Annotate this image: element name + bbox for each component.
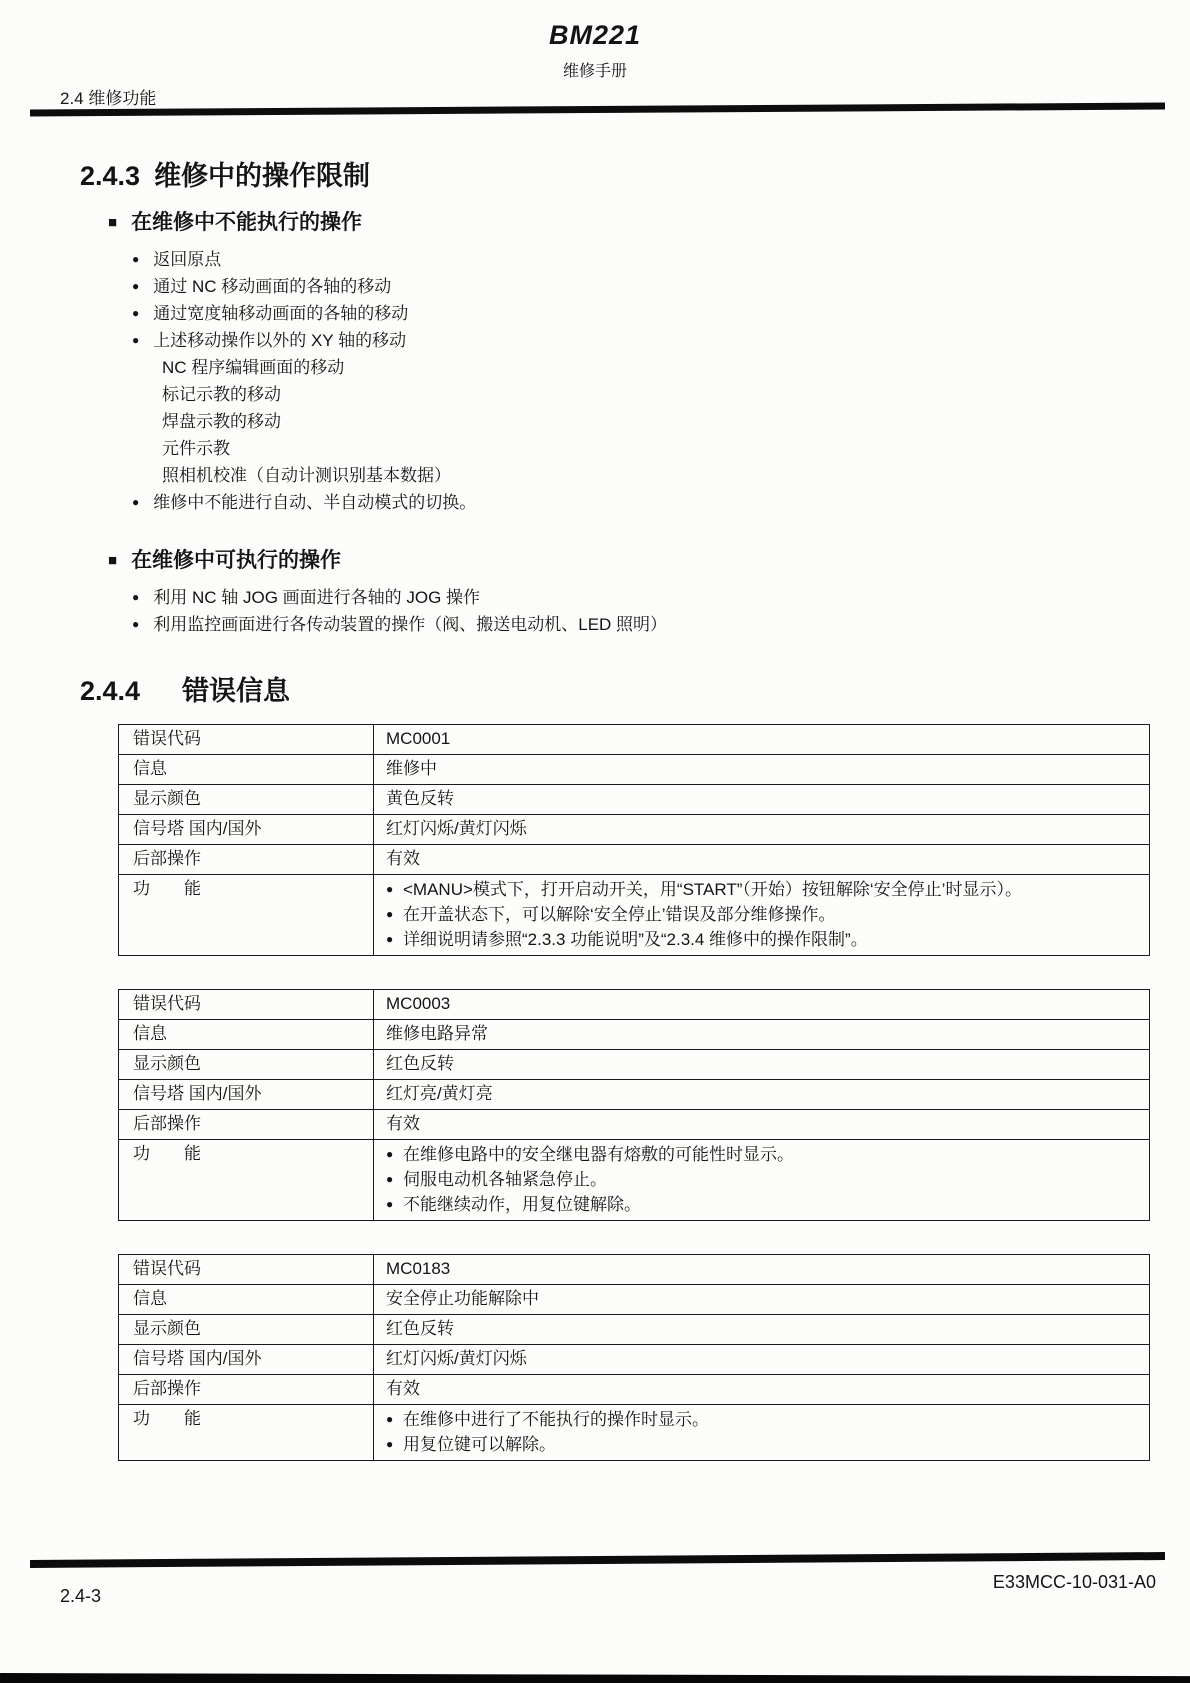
- table-row: [119, 784, 1149, 814]
- dot-bullet-icon: ●: [386, 1147, 394, 1161]
- row-label: 后部操作: [119, 1375, 374, 1404]
- square-bullet-icon: ■: [108, 552, 118, 569]
- row-label: 错误代码: [119, 1255, 374, 1284]
- subsections: [108, 208, 1190, 638]
- table-row: [119, 1314, 1149, 1344]
- page-header: [0, 0, 1190, 118]
- bullet-list: [132, 584, 1190, 638]
- row-label: 错误代码: [119, 725, 374, 754]
- bullet-text: 维修中不能进行自动、半自动模式的切换。: [153, 493, 477, 512]
- error-table: [118, 989, 1150, 1221]
- dot-bullet-icon: ●: [132, 279, 140, 293]
- dot-bullet-icon: ●: [386, 1172, 394, 1186]
- heading-2-4-4: [80, 672, 1190, 710]
- row-value: 红灯亮/黄灯亮: [386, 1084, 493, 1103]
- function-bullet: [386, 1142, 1141, 1167]
- table-row: [119, 1344, 1149, 1374]
- row-value: 黄色反转: [386, 789, 454, 808]
- sub-list-item: 焊盘示教的移动: [162, 412, 281, 431]
- row-value: 有效: [386, 849, 420, 868]
- sub-list-item: NC 程序编辑画面的移动: [162, 358, 345, 377]
- bullet-text: 返回原点: [153, 250, 222, 269]
- row-value: [374, 1405, 1149, 1460]
- function-bullet: [386, 927, 1141, 952]
- row-label: 信息: [119, 1285, 374, 1314]
- table-row: [119, 754, 1149, 784]
- row-value: 安全停止功能解除中: [386, 1289, 539, 1308]
- row-value: 维修电路异常: [386, 1024, 488, 1043]
- dot-bullet-icon: ●: [132, 590, 140, 604]
- scan-edge-bar: [0, 1673, 1190, 1683]
- row-value: [374, 875, 1149, 955]
- list-item: [132, 489, 1190, 516]
- row-label: 后部操作: [119, 845, 374, 874]
- function-bullet-text: 在开盖状态下，可以解除‘安全停止’错误及部分维修操作。: [403, 905, 836, 924]
- doc-code: E33MCC-10-031-A0: [992, 1572, 1156, 1592]
- subsection-title-text: 在维修中不能执行的操作: [131, 211, 363, 234]
- dot-bullet-icon: ●: [132, 617, 140, 631]
- dot-bullet-icon: ●: [132, 495, 140, 509]
- dot-bullet-icon: ●: [132, 306, 140, 320]
- bullet-text: 通过宽度轴移动画面的各轴的移动: [153, 304, 409, 323]
- sub-list-item: 标记示教的移动: [162, 385, 281, 404]
- function-bullet-text: 不能继续动作，用复位键解除。: [403, 1195, 641, 1214]
- square-bullet-icon: ■: [108, 214, 118, 231]
- header-rule: [30, 103, 1165, 117]
- table-row: [119, 1109, 1149, 1139]
- dot-bullet-icon: ●: [132, 252, 140, 266]
- subsection-title-text: 在维修中可执行的操作: [131, 549, 342, 572]
- dot-bullet-icon: ●: [386, 932, 394, 946]
- row-label: 信号塔 国内/国外: [119, 1345, 374, 1374]
- table-row: [119, 814, 1149, 844]
- doc-subtitle: 维修手册: [562, 63, 627, 80]
- subsection: [108, 546, 1190, 638]
- dot-bullet-icon: ●: [386, 1437, 394, 1451]
- row-value: 红灯闪烁/黄灯闪烁: [386, 819, 527, 838]
- function-bullet-text: <MANU>模式下，打开启动开关，用“START”（开始）按钮解除‘安全停止’时显示）。: [403, 880, 1022, 899]
- row-label: 信息: [119, 1020, 374, 1049]
- function-bullet-text: 伺服电动机各轴紧急停止。: [403, 1170, 607, 1189]
- table-row: [119, 1404, 1149, 1460]
- row-value: MC0001: [386, 729, 451, 748]
- row-label: 功 能: [119, 875, 374, 955]
- sub-list-item: 元件示教: [162, 439, 230, 458]
- dot-bullet-icon: ●: [386, 1412, 394, 1426]
- error-tables: [118, 724, 1150, 1461]
- row-value: MC0003: [386, 994, 451, 1013]
- dot-bullet-icon: ●: [132, 333, 140, 347]
- bullet-list: [132, 246, 1190, 516]
- table-row: [119, 725, 1149, 754]
- doc-title: BM221: [548, 20, 642, 50]
- bullet-text: 利用 NC 轴 JOG 画面进行各轴的 JOG 操作: [153, 588, 481, 607]
- subsection: [108, 208, 1190, 516]
- row-label: 信号塔 国内/国外: [119, 815, 374, 844]
- row-value: 维修中: [386, 759, 437, 778]
- row-label: 信号塔 国内/国外: [119, 1080, 374, 1109]
- row-value: [374, 1140, 1149, 1220]
- function-bullet: [386, 877, 1141, 902]
- list-item: [132, 246, 1190, 273]
- function-bullet: [386, 902, 1141, 927]
- dot-bullet-icon: ●: [386, 882, 394, 896]
- row-value: 红色反转: [386, 1319, 454, 1338]
- row-value: 有效: [386, 1114, 420, 1133]
- row-label: 错误代码: [119, 990, 374, 1019]
- table-row: [119, 1079, 1149, 1109]
- row-label: 功 能: [119, 1140, 374, 1220]
- row-label: 显示颜色: [119, 785, 374, 814]
- table-row: [119, 1374, 1149, 1404]
- list-item: [132, 327, 1190, 354]
- table-row: [119, 1139, 1149, 1220]
- function-bullet: [386, 1432, 1141, 1457]
- row-value: 红色反转: [386, 1054, 454, 1073]
- sub-list-item: 照相机校准（自动计测识别基本数据）: [162, 466, 451, 485]
- list-item: [132, 611, 1190, 638]
- subsection-title: [108, 546, 1190, 576]
- table-row: [119, 1049, 1149, 1079]
- table-row: [119, 990, 1149, 1019]
- list-item: [132, 273, 1190, 300]
- heading-title: 错误信息: [182, 676, 291, 706]
- function-bullet-text: 详细说明请参照“2.3.3 功能说明”及“2.3.4 维修中的操作限制”。: [403, 930, 868, 949]
- list-item: [132, 300, 1190, 327]
- list-item: [132, 584, 1190, 611]
- bullet-text: 利用监控画面进行各传动装置的操作（阀、搬送电动机、LED 照明）: [153, 615, 668, 634]
- row-value: 有效: [386, 1379, 420, 1398]
- heading-number: 2.4.3: [80, 161, 141, 191]
- row-label: 显示颜色: [119, 1315, 374, 1344]
- function-bullet: [386, 1167, 1141, 1192]
- row-value: 红灯闪烁/黄灯闪烁: [386, 1349, 527, 1368]
- row-value: MC0183: [386, 1259, 451, 1278]
- heading-number: 2.4.4: [80, 676, 141, 706]
- heading-2-4-3: [80, 158, 1190, 194]
- dot-bullet-icon: ●: [386, 907, 394, 921]
- bullet-text: 通过 NC 移动画面的各轴的移动: [153, 277, 392, 296]
- row-label: 信息: [119, 755, 374, 784]
- function-bullet-text: 在维修中进行了不能执行的操作时显示。: [403, 1410, 709, 1429]
- table-row: [119, 1255, 1149, 1284]
- table-row: [119, 844, 1149, 874]
- bullet-text: 上述移动操作以外的 XY 轴的移动: [153, 331, 407, 350]
- dot-bullet-icon: ●: [386, 1197, 394, 1211]
- error-table: [118, 724, 1150, 956]
- row-label: 后部操作: [119, 1110, 374, 1139]
- running-section-label: 2.4 维修功能: [60, 89, 157, 108]
- subsection-title: [108, 208, 1190, 238]
- function-bullet-text: 用复位键可以解除。: [403, 1435, 556, 1454]
- table-row: [119, 1019, 1149, 1049]
- function-bullet-text: 在维修电路中的安全继电器有熔敷的可能性时显示。: [403, 1145, 794, 1164]
- footer-rule: [30, 1552, 1165, 1568]
- function-bullet: [386, 1192, 1141, 1217]
- heading-title: 维修中的操作限制: [154, 161, 371, 191]
- table-row: [119, 1284, 1149, 1314]
- table-row: [119, 874, 1149, 955]
- error-table: [118, 1254, 1150, 1461]
- function-bullet: [386, 1407, 1141, 1432]
- row-label: 功 能: [119, 1405, 374, 1460]
- page-number: 2.4-3: [60, 1586, 102, 1606]
- row-label: 显示颜色: [119, 1050, 374, 1079]
